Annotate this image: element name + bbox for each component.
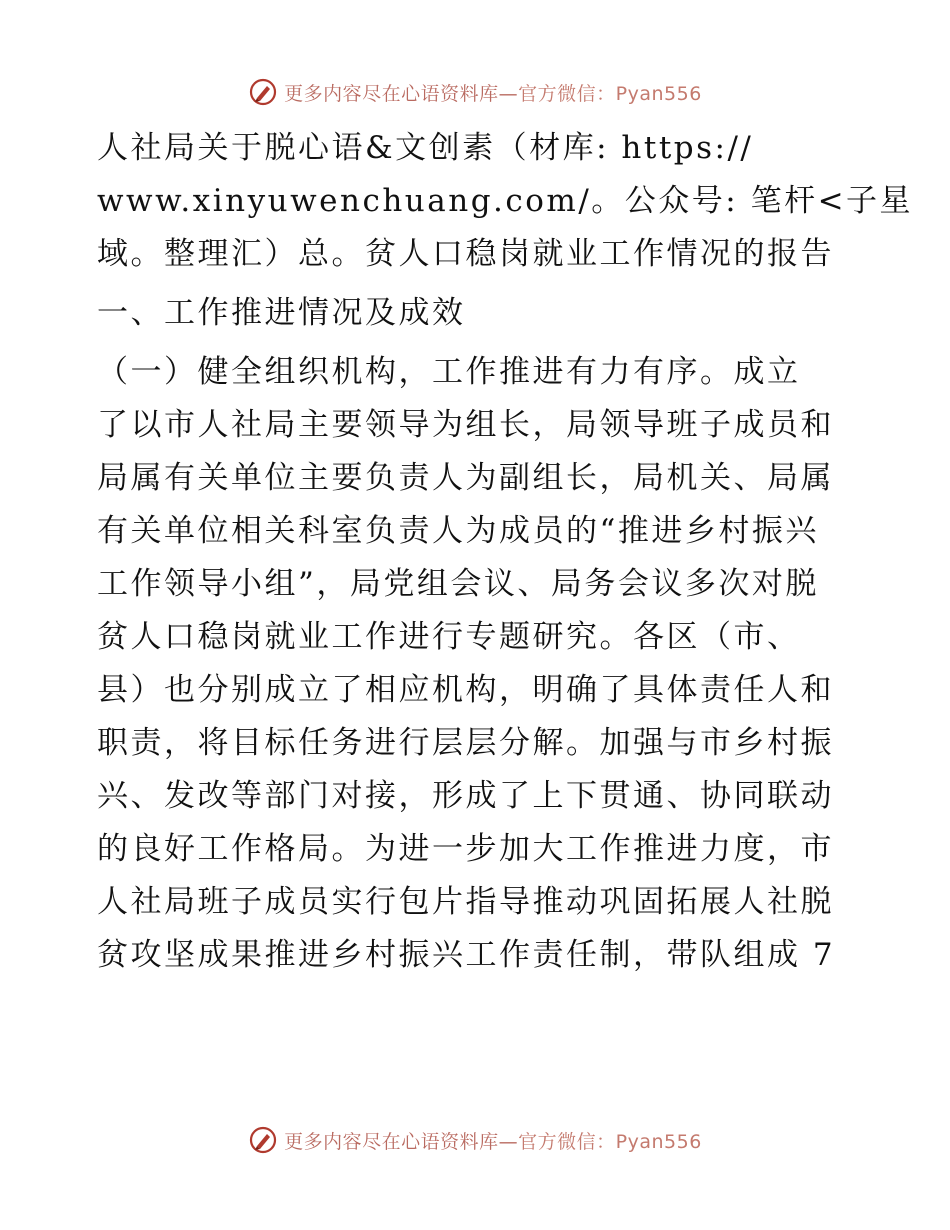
pen-logo-icon <box>248 77 278 107</box>
header-banner-text: 更多内容尽在心语资料库—官方微信：Pyan556 <box>284 82 702 105</box>
paragraph-line-9: 兴、发改等部门对接，形成了上下贯通、协同联动 <box>97 778 834 814</box>
title-line-3: 域。整理汇）总。贫人口稳岗就业工作情况的报告 <box>97 236 834 272</box>
title-line-2: www.xinyuwenchuang.com/。公众号: 笔杆<子星 <box>97 183 914 219</box>
paragraph-line-12: 贫攻坚成果推进乡村振兴工作责任制，带队组成 7 <box>97 937 836 973</box>
paragraph-line-10: 的良好工作格局。为进一步加大工作推进力度，市 <box>97 831 834 867</box>
paragraph-line-11: 人社局班子成员实行包片指导推动巩固拓展人社脱 <box>97 884 834 920</box>
paragraph-line-3: 局属有关单位主要负责人为副组长，局机关、局属 <box>97 460 834 496</box>
section-heading: 一、工作推进情况及成效 <box>97 295 466 331</box>
paragraph-line-5: 工作领导小组”，局党组会议、局务会议多次对脱 <box>97 566 819 602</box>
pen-logo-icon <box>248 1125 278 1155</box>
paragraph-line-7: 县）也分别成立了相应机构，明确了具体责任人和 <box>97 672 834 708</box>
footer-banner-text: 更多内容尽在心语资料库—官方微信：Pyan556 <box>284 1130 702 1153</box>
header-banner <box>0 72 950 112</box>
title-line-1: 人社局关于脱心语&文创素（材库: https:// <box>97 130 754 166</box>
paragraph-line-4: 有关单位相关科室负责人为成员的“推进乡村振兴 <box>97 513 819 549</box>
paragraph-line-6: 贫人口稳岗就业工作进行专题研究。各区（市、 <box>97 619 801 655</box>
footer-banner <box>0 1120 950 1160</box>
paragraph-line-1: （一）健全组织机构，工作推进有力有序。成立 <box>97 354 801 390</box>
paragraph-line-8: 职责，将目标任务进行层层分解。加强与市乡村振 <box>97 725 834 761</box>
paragraph-line-2: 了以市人社局主要领导为组长，局领导班子成员和 <box>97 407 834 443</box>
document-body <box>97 122 914 982</box>
